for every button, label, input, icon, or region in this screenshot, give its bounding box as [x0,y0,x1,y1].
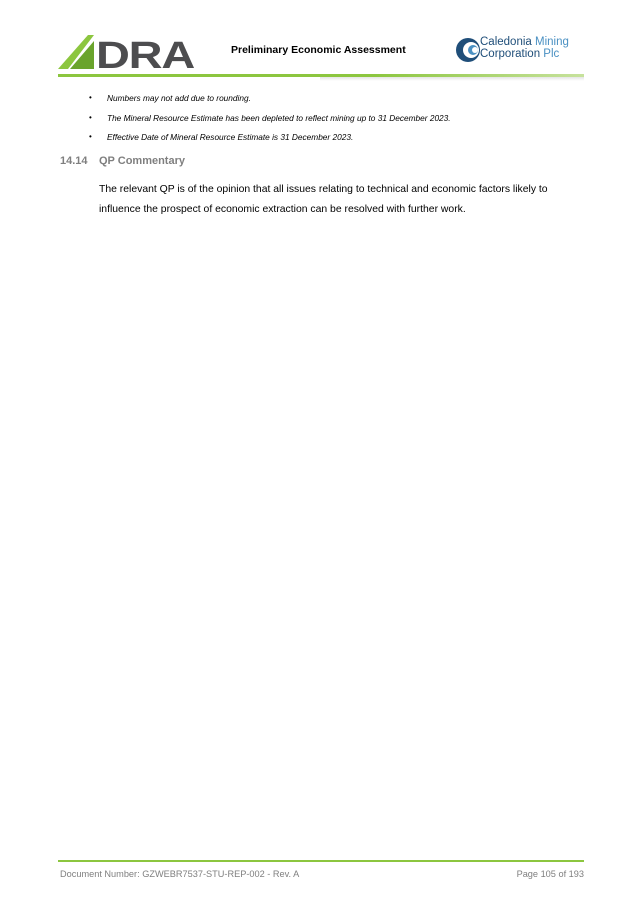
note-item [86,113,586,123]
header-divider-shadow [320,77,584,81]
caledonia-logo-word-4: Plc [543,48,560,60]
caledonia-logo-word-3: Corporation [480,48,541,60]
dra-logo-text: DRA [96,35,195,71]
caledonia-logo-text [480,36,569,60]
caledonia-logo-word-2: Mining [535,36,569,48]
header-title: Preliminary Economic Assessment [231,44,406,56]
page-number: Page 105 of 193 [516,869,584,879]
bullet-icon: • [89,93,92,102]
page-header [0,0,644,82]
dra-logo [58,33,198,71]
note-text: The Mineral Resource Estimate has been depleted to reflect mining up to 31 December 2023. [107,112,451,123]
section-paragraph: The relevant QP is of the opinion that all issues relating to technical and economic factors likely to influence the prospect of economic extraction can be resolved with further work. [99,184,548,215]
section-number: 14.14 [60,155,88,167]
section-heading [60,155,185,167]
caledonia-logo-word-1: Caledonia [480,36,532,48]
bullet-icon: • [89,112,92,122]
table-notes [86,93,586,152]
document-number: Document Number: GZWEBR7537-STU-REP-002 - Rev. A [60,869,300,879]
note-item [86,93,586,103]
note-text: Numbers may not add due to rounding. [107,93,251,103]
footer-divider [58,860,584,862]
note-item [86,132,586,142]
bullet-icon: • [89,132,92,141]
note-text: Effective Date of Mineral Resource Estimate is 31 December 2023. [107,132,354,142]
section-title: QP Commentary [99,155,185,167]
